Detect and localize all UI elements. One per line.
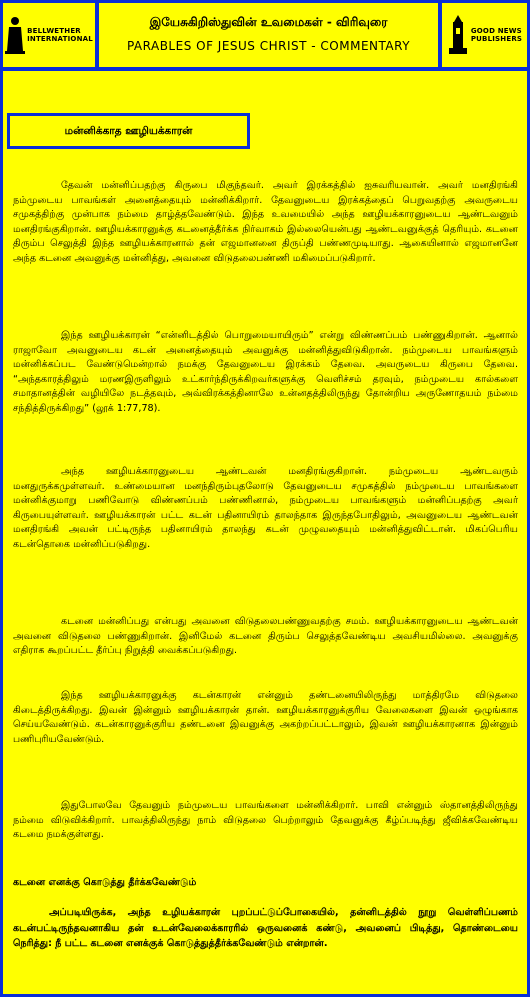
right-logo-line-2: PUBLISHERS: [470, 35, 523, 43]
paragraph-5: இந்த ஊழியக்காரனுக்கு கடன்காரன் என்னும் தண்டனையிலிருந்து மாத்திரமே விடுதலை கிடைத்திருக்கிறது. இவன் இன்னும் ஊழியக்காரன் தான். ஊழியக்காரனுக்குரிய வேலைகளை இவன் ஒழுங்காக செய்யவேண்டும். கடன்காரனுக்குரிய தண்டனை இவனுக்கு அகற்றப்பட்டாலும், இவன் ஊழியக்காரனாக இன்னும் பணிபுரியவேண்டும்.: [13, 690, 518, 745]
section-title: மன்னிக்காத ஊழியக்காரன்: [64, 124, 193, 137]
title-box: [99, 3, 438, 67]
paragraph-4: கடனை மன்னிப்பது என்பது அவனை விடுதலைபண்ணுவதற்கு சமம். ஊழியக்காரனுடைய ஆண்டவன் அவனை விடுதலை பண்ணுகிறான். இனிமேல் கடனை திரும்ப செலுத்தவேண்டிய அவசியமில்லை. அவனுக்கு எதிராக கூறப்பட்ட தீர்ப்பு நிறுத்தி வைக்கப்படுகிறது.: [13, 616, 518, 657]
section-title-box: [7, 113, 250, 149]
paragraph-2: இந்த ஊழியக்காரன் “என்னிடத்தில் பொறுமையாயிரும்” என்று விண்ணப்பம் பண்ணுகிறான். ஆனால் ராஜாவோ அவனுடைய கடன் அனைத்தையும் அவனுக்கு மன்னித்துவிடுகிறான். நம்முடைய பாவங்களும் மன்னிக்கப்பட வேண்டுமென்றால் நமக்கு தேவனுடைய இரக்கம் தேவை. அவருடைய கிருபை தேவை. “அந்தகாரத்திலும் மரணஇருளிலும் உட்கார்ந்திருக்கிறவர்களுக்கு வெளிச்சம் தரவும், நம்முடைய கால்களை சமாதானத்தின் வழியிலே நடத்தவும், அவ்விரக்கத்தினாலே உன்னதத்திலிருந்து தோன்றிய அருணோதயம் நம்மை சந்தித்திருக்கிறது” (லூக் 1:77,78).: [13, 330, 518, 414]
header-bar: [0, 0, 530, 70]
paragraph-6: இதுபோலவே தேவனும் நம்முடைய பாவங்களை மன்னிக்கிறார். பாவி என்னும் ஸ்தானத்திலிருந்து நம்மை விடுவிக்கிறார். பாவத்திலிருந்து நாம் விடுதலை பெற்றாலும் தேவனுக்கு கீழ்ப்படிந்து ஜீவிக்கவேண்டிய கடமை நமக்குள்ளது.: [13, 800, 518, 841]
paragraph-final: அப்படியிருக்க, அந்த உழியக்காரன் புறப்பட்டுப்போகையில், தன்னிடத்தில் நூறு வெள்ளிப்பணம் கடன்பட்டிருந்தவனாகிய தன் உடன்வேலைக்காரரில் ஒருவனைக் கண்டு, அவனைப் பிடித்து, தொண்டையை நெரித்து: நீ பட்ட கடனை எனக்குக் கொடுத்துத்தீர்க்கவேண்டும் என்றான்.: [13, 907, 518, 949]
good-news-logo-box: [442, 3, 527, 67]
left-logo-line-2: INTERNATIONAL: [27, 35, 93, 43]
subheading: கடனை எனக்கு கொடுத்து தீர்க்கவேண்டும்: [13, 877, 197, 888]
praying-figure-icon: [5, 15, 25, 55]
page-title-english: PARABLES OF JESUS CHRIST - COMMENTARY: [126, 39, 411, 53]
paragraph-1: தேவன் மன்னிப்பதற்கு கிருபை மிகுந்தவர். அவர் இரக்கத்தில் ஐசுவரியவான். அவர் மனதிரங்கி நம்முடைய பாவங்கள் அனைத்தையும் மன்னிக்கிறார். தேவனுடைய இரக்கத்தைப் பெறுவதற்கு அவருடைய சமுகத்திற்கு முன்பாக நம்மை தாழ்த்தவேண்டும். இந்த உவமையில் அந்த ஊழியக்காரனுடைய ஆண்டவனும் மனதிரங்குகிறான். ஊழியக்காரனுக்கு கடனைத்தீர்க்க நிர்வாகம் இல்லையென்பது ஆண்டவனுக்குத் தெரியும். கடனை திரும்ப செலுத்தி இந்த ஊழியக்காரனால் தன் எஜமானனை திருப்தி பண்ணமுடியாது. ஆகையினால் எஜமானனே அந்த கடனை அவனுக்கு மன்னித்து, அவனை விடுதலைபண்ணி மகிமைப்படுகிறார்.: [13, 180, 518, 264]
bellwether-logo-box: [3, 3, 95, 67]
left-logo-line-1: BELLWETHER: [27, 26, 81, 35]
right-logo-line-1: GOOD NEWS: [470, 26, 522, 35]
bell-tower-icon: [447, 14, 469, 56]
page-title-tamil: இயேசுகிறிஸ்துவின் உவமைகள் - விரிவுரை: [149, 15, 388, 29]
bellwether-logo: [3, 3, 95, 67]
article-body: [3, 71, 527, 994]
good-news-logo: [442, 3, 527, 67]
paragraph-3: அந்த ஊழியக்காரனுடைய ஆண்டவன் மனதிரங்குகிறான். நம்முடைய ஆண்டவரும் மனதுருக்கமுள்ளவர். உண்மையான மனந்திரும்புதலோடு தேவனுடைய சமுகத்தில் நம்முடைய பாவங்களை மன்னிக்குமாறு பணிவோடு விண்ணப்பம் பண்ணினால், நம்முடைய பாவங்களும் மன்னிப்பதற்கு அவர் கிருபையுள்ளவர். ஊழியக்காரன் பட்ட கடன் பதினாயிரம் தாலந்தாக இருந்தபோதிலும், அவனுடைய ஆண்டவன் மனதிரங்கி அவன் பட்டிருந்த பதினாயிரம் தாலந்து கடன் முழுவதையும் மன்னித்துவிட்டான். மிகப்பெரிய கடன்தொகை மன்னிப்படுகிறது.: [13, 466, 518, 550]
